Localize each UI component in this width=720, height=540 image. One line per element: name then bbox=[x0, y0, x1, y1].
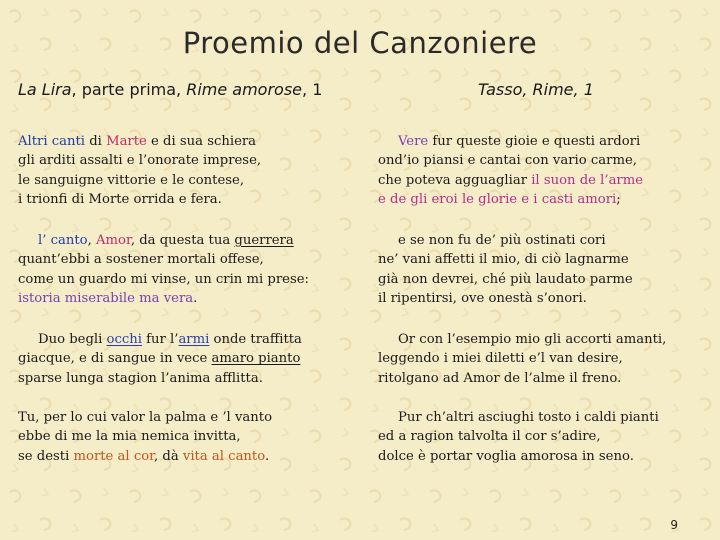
verse-fragment: Altri canti bbox=[18, 134, 86, 149]
page-title: Proemio del Canzoniere bbox=[182, 26, 538, 60]
verse-fragment: amaro pianto bbox=[211, 351, 301, 367]
left-heading-number: , 1 bbox=[302, 80, 323, 99]
verse-line: già non devrei, ché più laudato parme bbox=[378, 271, 633, 287]
verse-line: Or con l’esempio mio gli accorti amanti, bbox=[398, 332, 667, 347]
verse-line: se desti morte al cor, dà vita al canto. bbox=[18, 448, 270, 464]
right-heading-text: Tasso, Rime, 1 bbox=[478, 80, 594, 99]
verse-line: quant’ebbi a sostener mortali offese, bbox=[18, 252, 264, 268]
verse-line: le sanguigne vittorie e le contese, bbox=[18, 172, 245, 188]
verse-fragment: Amor bbox=[95, 233, 131, 248]
verse-fragment: morte al cor bbox=[73, 448, 154, 464]
verse-line: istoria miserabile ma vera. bbox=[18, 290, 198, 306]
verse-line: e se non fu de’ più ostinati cori bbox=[398, 233, 606, 248]
verse-line: ond’io piansi e cantai con vario carme, bbox=[378, 153, 637, 169]
verse-line: l’ canto, Amor, da questa tua guerrera bbox=[38, 233, 294, 248]
page-number: 9 bbox=[670, 518, 678, 532]
verse-fragment: vita al canto bbox=[182, 448, 265, 464]
verse-fragment: occhi bbox=[106, 332, 142, 347]
verse-fragment: guerrera bbox=[234, 233, 294, 248]
verse-line: dolce è portar voglia amorosa in seno. bbox=[378, 448, 634, 464]
verse-line: leggendo i miei diletti e’l van desire, bbox=[378, 351, 623, 367]
verse-line: ebbe di me la mia nemica invitta, bbox=[18, 429, 241, 445]
verse-fragment: armi bbox=[178, 332, 210, 347]
right-heading bbox=[478, 80, 594, 99]
verse-line: il ripentirsi, ove onestà s’onori. bbox=[378, 290, 587, 306]
verse-line: ne’ vani affetti il mio, di ciò lagnarme bbox=[378, 252, 629, 268]
left-stanza-1 bbox=[18, 132, 261, 209]
verse-line: come un guardo mi vinse, un crin mi prese: bbox=[18, 271, 309, 287]
left-heading-work: La Lira bbox=[18, 80, 72, 99]
right-stanza-1 bbox=[378, 132, 643, 209]
verse-line: gli arditi assalti e l’onorate imprese, bbox=[18, 153, 262, 169]
left-heading-section: Rime amorose bbox=[186, 80, 303, 99]
left-stanza-4 bbox=[18, 408, 272, 466]
verse-line: e de gli eroi le glorie e i casti amori; bbox=[378, 191, 621, 207]
verse-line: Duo begli occhi fur l’armi onde traffitta bbox=[38, 332, 302, 347]
verse-line: Tu, per lo cui valor la palma e ’l vanto bbox=[18, 410, 273, 425]
left-stanza-3 bbox=[18, 330, 302, 388]
left-heading bbox=[18, 80, 322, 99]
verse-line: sparse lunga stagion l’anima afflitta. bbox=[18, 370, 263, 386]
verse-fragment: Vere bbox=[398, 134, 429, 149]
verse-line: ritolgano ad Amor de l’alme il freno. bbox=[378, 370, 622, 386]
verse-line: che poteva agguagliar il suon de l’arme bbox=[378, 172, 644, 188]
verse-fragment: istoria miserabile ma vera bbox=[18, 290, 194, 306]
verse-line: Altri canti di Marte e di sua schiera bbox=[18, 134, 257, 149]
verse-fragment: il suon de l’arme bbox=[531, 172, 644, 188]
verse-line: ed a ragion talvolta il cor s’adire, bbox=[378, 429, 601, 445]
verse-fragment: l’ canto bbox=[38, 233, 88, 248]
verse-line: Vere fur queste gioie e questi ardori bbox=[398, 134, 641, 149]
right-stanza-2 bbox=[378, 231, 633, 308]
left-heading-part: , parte prima, bbox=[71, 80, 187, 99]
verse-line: giacque, e di sangue in vece amaro pianto bbox=[18, 351, 301, 367]
verse-fragment: e de gli eroi le glorie e i casti amori bbox=[378, 191, 617, 207]
verse-line: i trionfi di Morte orrida e fera. bbox=[18, 191, 222, 207]
verse-fragment: Marte bbox=[106, 134, 147, 149]
right-stanza-4 bbox=[378, 408, 659, 466]
right-stanza-3 bbox=[378, 330, 666, 388]
left-stanza-2 bbox=[18, 231, 309, 308]
verse-line: Pur ch’altri asciughi tosto i caldi pianti bbox=[398, 410, 659, 425]
